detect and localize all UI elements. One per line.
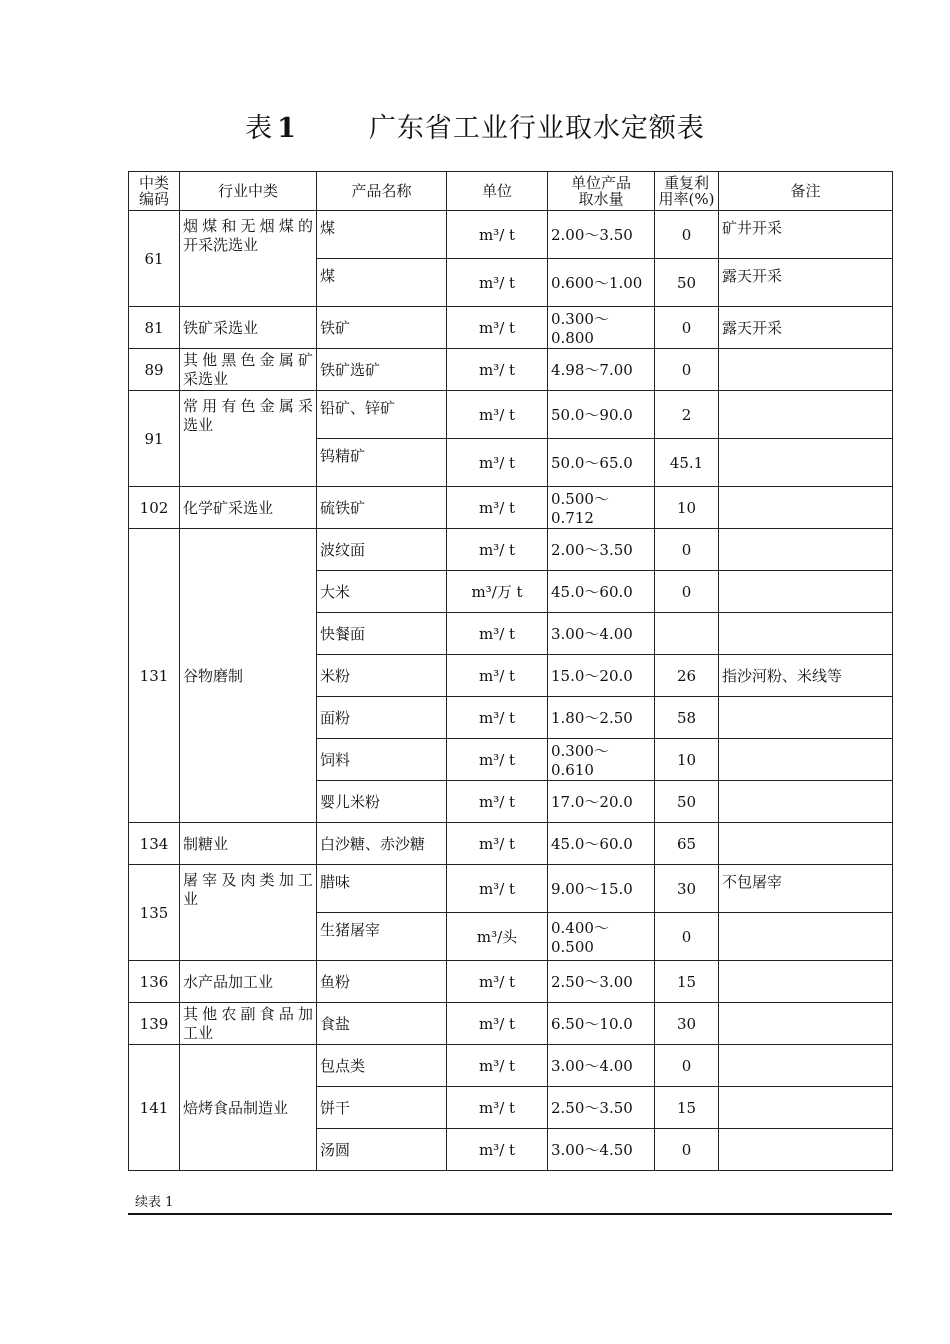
cell-product: 饼干 — [317, 1087, 447, 1129]
cell-product: 包点类 — [317, 1045, 447, 1087]
cell-quota: 0.500～0.712 — [548, 487, 655, 529]
table-right-border — [892, 171, 893, 1157]
cell-industry: 制糖业 — [180, 823, 317, 865]
cell-unit: m³/ t — [447, 1087, 548, 1129]
cell-quota: 45.0～60.0 — [548, 571, 655, 613]
cell-note: 露天开采 — [719, 307, 893, 349]
cell-product: 快餐面 — [317, 613, 447, 655]
industry-line-2: 选业 — [183, 416, 214, 434]
table-row — [129, 307, 893, 349]
cell-quota: 0.300～0.610 — [548, 739, 655, 781]
industry-line-2: 工业 — [183, 1023, 214, 1042]
cell-note — [719, 613, 893, 655]
cell-reuse-rate: 58 — [655, 697, 719, 739]
cell-reuse-rate: 0 — [655, 529, 719, 571]
cell-reuse-rate: 50 — [655, 259, 719, 307]
cell-quota: 15.0～20.0 — [548, 655, 655, 697]
cell-product: 食盐 — [317, 1003, 447, 1045]
cell-note — [719, 391, 893, 439]
cell-unit: m³/ t — [447, 781, 548, 823]
cell-reuse-rate: 30 — [655, 865, 719, 913]
table-row — [129, 823, 893, 865]
cell-unit: m³/ t — [447, 1129, 548, 1171]
title-text: 广东省工业行业取水定额表 — [368, 113, 705, 144]
cell-unit: m³/ t — [447, 1045, 548, 1087]
header-reuse-rate: 重复利 用率(%) — [655, 172, 719, 211]
cell-unit: m³/ t — [447, 391, 548, 439]
cell-note — [719, 823, 893, 865]
cell-note: 矿井开采 — [719, 211, 893, 259]
cell-quota: 0.600～1.00 — [548, 259, 655, 307]
cell-code: 135 — [129, 865, 180, 961]
cell-note — [719, 487, 893, 529]
cell-quota: 9.00～15.0 — [548, 865, 655, 913]
cell-product: 铁矿选矿 — [317, 349, 447, 391]
cell-reuse-rate: 10 — [655, 739, 719, 781]
cell-reuse-rate: 0 — [655, 307, 719, 349]
cell-quota: 2.50～3.50 — [548, 1087, 655, 1129]
cell-product: 铁矿 — [317, 307, 447, 349]
cell-industry: 谷物磨制 — [180, 529, 317, 823]
header-industry: 行业中类 — [180, 172, 317, 211]
cell-quota: 1.80～2.50 — [548, 697, 655, 739]
table-body — [129, 211, 893, 1171]
cell-quota: 50.0～90.0 — [548, 391, 655, 439]
cell-unit: m³/ t — [447, 961, 548, 1003]
cell-code: 102 — [129, 487, 180, 529]
cell-product: 大米 — [317, 571, 447, 613]
table-row — [129, 1003, 893, 1045]
cell-code: 134 — [129, 823, 180, 865]
cell-industry — [180, 391, 317, 487]
cell-industry: 焙烤食品制造业 — [180, 1045, 317, 1171]
cell-reuse-rate: 50 — [655, 781, 719, 823]
cell-note — [719, 439, 893, 487]
cell-code: 61 — [129, 211, 180, 307]
title-prefix: 表 — [245, 113, 274, 144]
cell-note — [719, 739, 893, 781]
cell-unit: m³/ t — [447, 529, 548, 571]
cell-product: 汤圆 — [317, 1129, 447, 1171]
cell-note — [719, 1045, 893, 1087]
cell-product: 米粉 — [317, 655, 447, 697]
cell-quota: 3.00～4.00 — [548, 1045, 655, 1087]
cell-industry — [180, 1003, 317, 1045]
cell-code: 141 — [129, 1045, 180, 1171]
cell-note — [719, 529, 893, 571]
cell-note — [719, 349, 893, 391]
cell-product: 硫铁矿 — [317, 487, 447, 529]
cell-industry: 铁矿采选业 — [180, 307, 317, 349]
cell-unit: m³/ t — [447, 865, 548, 913]
cell-unit: m³/ t — [447, 349, 548, 391]
cell-reuse-rate: 10 — [655, 487, 719, 529]
cell-quota: 2.00～3.50 — [548, 211, 655, 259]
table-row — [129, 487, 893, 529]
table-row — [129, 211, 893, 259]
title-number: 1 — [277, 113, 297, 144]
cell-reuse-rate — [655, 613, 719, 655]
industry-line-1: 烟煤和无烟煤的 — [183, 217, 313, 235]
cell-industry — [180, 349, 317, 391]
footer-rule — [128, 1213, 892, 1215]
cell-unit: m³/ t — [447, 307, 548, 349]
cell-note: 露天开采 — [719, 259, 893, 307]
table-row — [129, 865, 893, 913]
cell-note — [719, 961, 893, 1003]
table-row — [129, 961, 893, 1003]
cell-reuse-rate: 30 — [655, 1003, 719, 1045]
cell-reuse-rate: 0 — [655, 349, 719, 391]
cell-reuse-rate: 15 — [655, 961, 719, 1003]
cell-product: 煤 — [317, 211, 447, 259]
header-unit: 单位 — [447, 172, 548, 211]
table-row — [129, 349, 893, 391]
cell-industry — [180, 211, 317, 307]
cell-reuse-rate: 2 — [655, 391, 719, 439]
cell-reuse-rate: 0 — [655, 211, 719, 259]
cell-note: 不包屠宰 — [719, 865, 893, 913]
cell-product: 铅矿、锌矿 — [317, 391, 447, 439]
water-quota-table — [128, 171, 893, 1171]
cell-unit: m³/ t — [447, 823, 548, 865]
cell-unit: m³/ t — [447, 439, 548, 487]
cell-note: 指沙河粉、米线等 — [719, 655, 893, 697]
cell-quota: 4.98～7.00 — [548, 349, 655, 391]
cell-code: 81 — [129, 307, 180, 349]
cell-note — [719, 913, 893, 961]
cell-reuse-rate: 0 — [655, 1129, 719, 1171]
cell-product: 饲料 — [317, 739, 447, 781]
cell-product: 波纹面 — [317, 529, 447, 571]
cell-product: 腊味 — [317, 865, 447, 913]
cell-unit: m³/ t — [447, 259, 548, 307]
cell-code: 136 — [129, 961, 180, 1003]
cell-quota: 0.300～0.800 — [548, 307, 655, 349]
cell-reuse-rate: 0 — [655, 913, 719, 961]
cell-unit: m³/ t — [447, 739, 548, 781]
cell-note — [719, 571, 893, 613]
continued-label: 续表 1 — [135, 1195, 174, 1210]
cell-quota: 6.50～10.0 — [548, 1003, 655, 1045]
industry-line-2: 采选业 — [183, 369, 229, 388]
header-code: 中类 编码 — [129, 172, 180, 211]
cell-reuse-rate: 15 — [655, 1087, 719, 1129]
cell-note — [719, 697, 893, 739]
cell-unit: m³/ t — [447, 613, 548, 655]
table-header-row — [129, 172, 893, 211]
cell-code: 139 — [129, 1003, 180, 1045]
cell-note — [719, 1003, 893, 1045]
cell-quota: 3.00～4.50 — [548, 1129, 655, 1171]
cell-code: 91 — [129, 391, 180, 487]
cell-reuse-rate: 26 — [655, 655, 719, 697]
header-note: 备注 — [719, 172, 893, 211]
cell-reuse-rate: 0 — [655, 571, 719, 613]
cell-product: 钨精矿 — [317, 439, 447, 487]
industry-line-1: 其他黑色金属矿 — [183, 350, 313, 369]
cell-unit: m³/ t — [447, 1003, 548, 1045]
table-row — [129, 529, 893, 571]
table-row — [129, 391, 893, 439]
cell-product: 煤 — [317, 259, 447, 307]
cell-product: 面粉 — [317, 697, 447, 739]
header-quota: 单位产品 取水量 — [548, 172, 655, 211]
industry-line-1: 其他农副食品加 — [183, 1004, 313, 1023]
cell-industry — [180, 865, 317, 961]
cell-quota: 3.00～4.00 — [548, 613, 655, 655]
cell-note — [719, 1129, 893, 1171]
industry-line-1: 屠宰及肉类加工 — [183, 871, 313, 889]
cell-quota: 0.400～0.500 — [548, 913, 655, 961]
cell-quota: 17.0～20.0 — [548, 781, 655, 823]
cell-unit: m³/ t — [447, 697, 548, 739]
table-row — [129, 1045, 893, 1087]
cell-unit: m³/万 t — [447, 571, 548, 613]
cell-product: 婴儿米粉 — [317, 781, 447, 823]
cell-industry: 水产品加工业 — [180, 961, 317, 1003]
industry-line-1: 常用有色金属采 — [183, 397, 313, 415]
cell-reuse-rate: 65 — [655, 823, 719, 865]
cell-unit: m³/ t — [447, 655, 548, 697]
cell-quota: 50.0～65.0 — [548, 439, 655, 487]
cell-product: 白沙糖、赤沙糖 — [317, 823, 447, 865]
cell-reuse-rate: 45.1 — [655, 439, 719, 487]
cell-unit: m³/头 — [447, 913, 548, 961]
cell-note — [719, 1087, 893, 1129]
cell-code: 89 — [129, 349, 180, 391]
cell-unit: m³/ t — [447, 211, 548, 259]
cell-note — [719, 781, 893, 823]
industry-line-2: 业 — [183, 890, 199, 908]
cell-product: 鱼粉 — [317, 961, 447, 1003]
industry-line-2: 开采洗选业 — [183, 236, 259, 254]
cell-quota: 2.00～3.50 — [548, 529, 655, 571]
cell-industry: 化学矿采选业 — [180, 487, 317, 529]
cell-product: 生猪屠宰 — [317, 913, 447, 961]
cell-quota: 45.0～60.0 — [548, 823, 655, 865]
header-product: 产品名称 — [317, 172, 447, 211]
cell-code: 131 — [129, 529, 180, 823]
cell-unit: m³/ t — [447, 487, 548, 529]
page-title — [0, 106, 950, 145]
cell-reuse-rate: 0 — [655, 1045, 719, 1087]
cell-quota: 2.50～3.00 — [548, 961, 655, 1003]
